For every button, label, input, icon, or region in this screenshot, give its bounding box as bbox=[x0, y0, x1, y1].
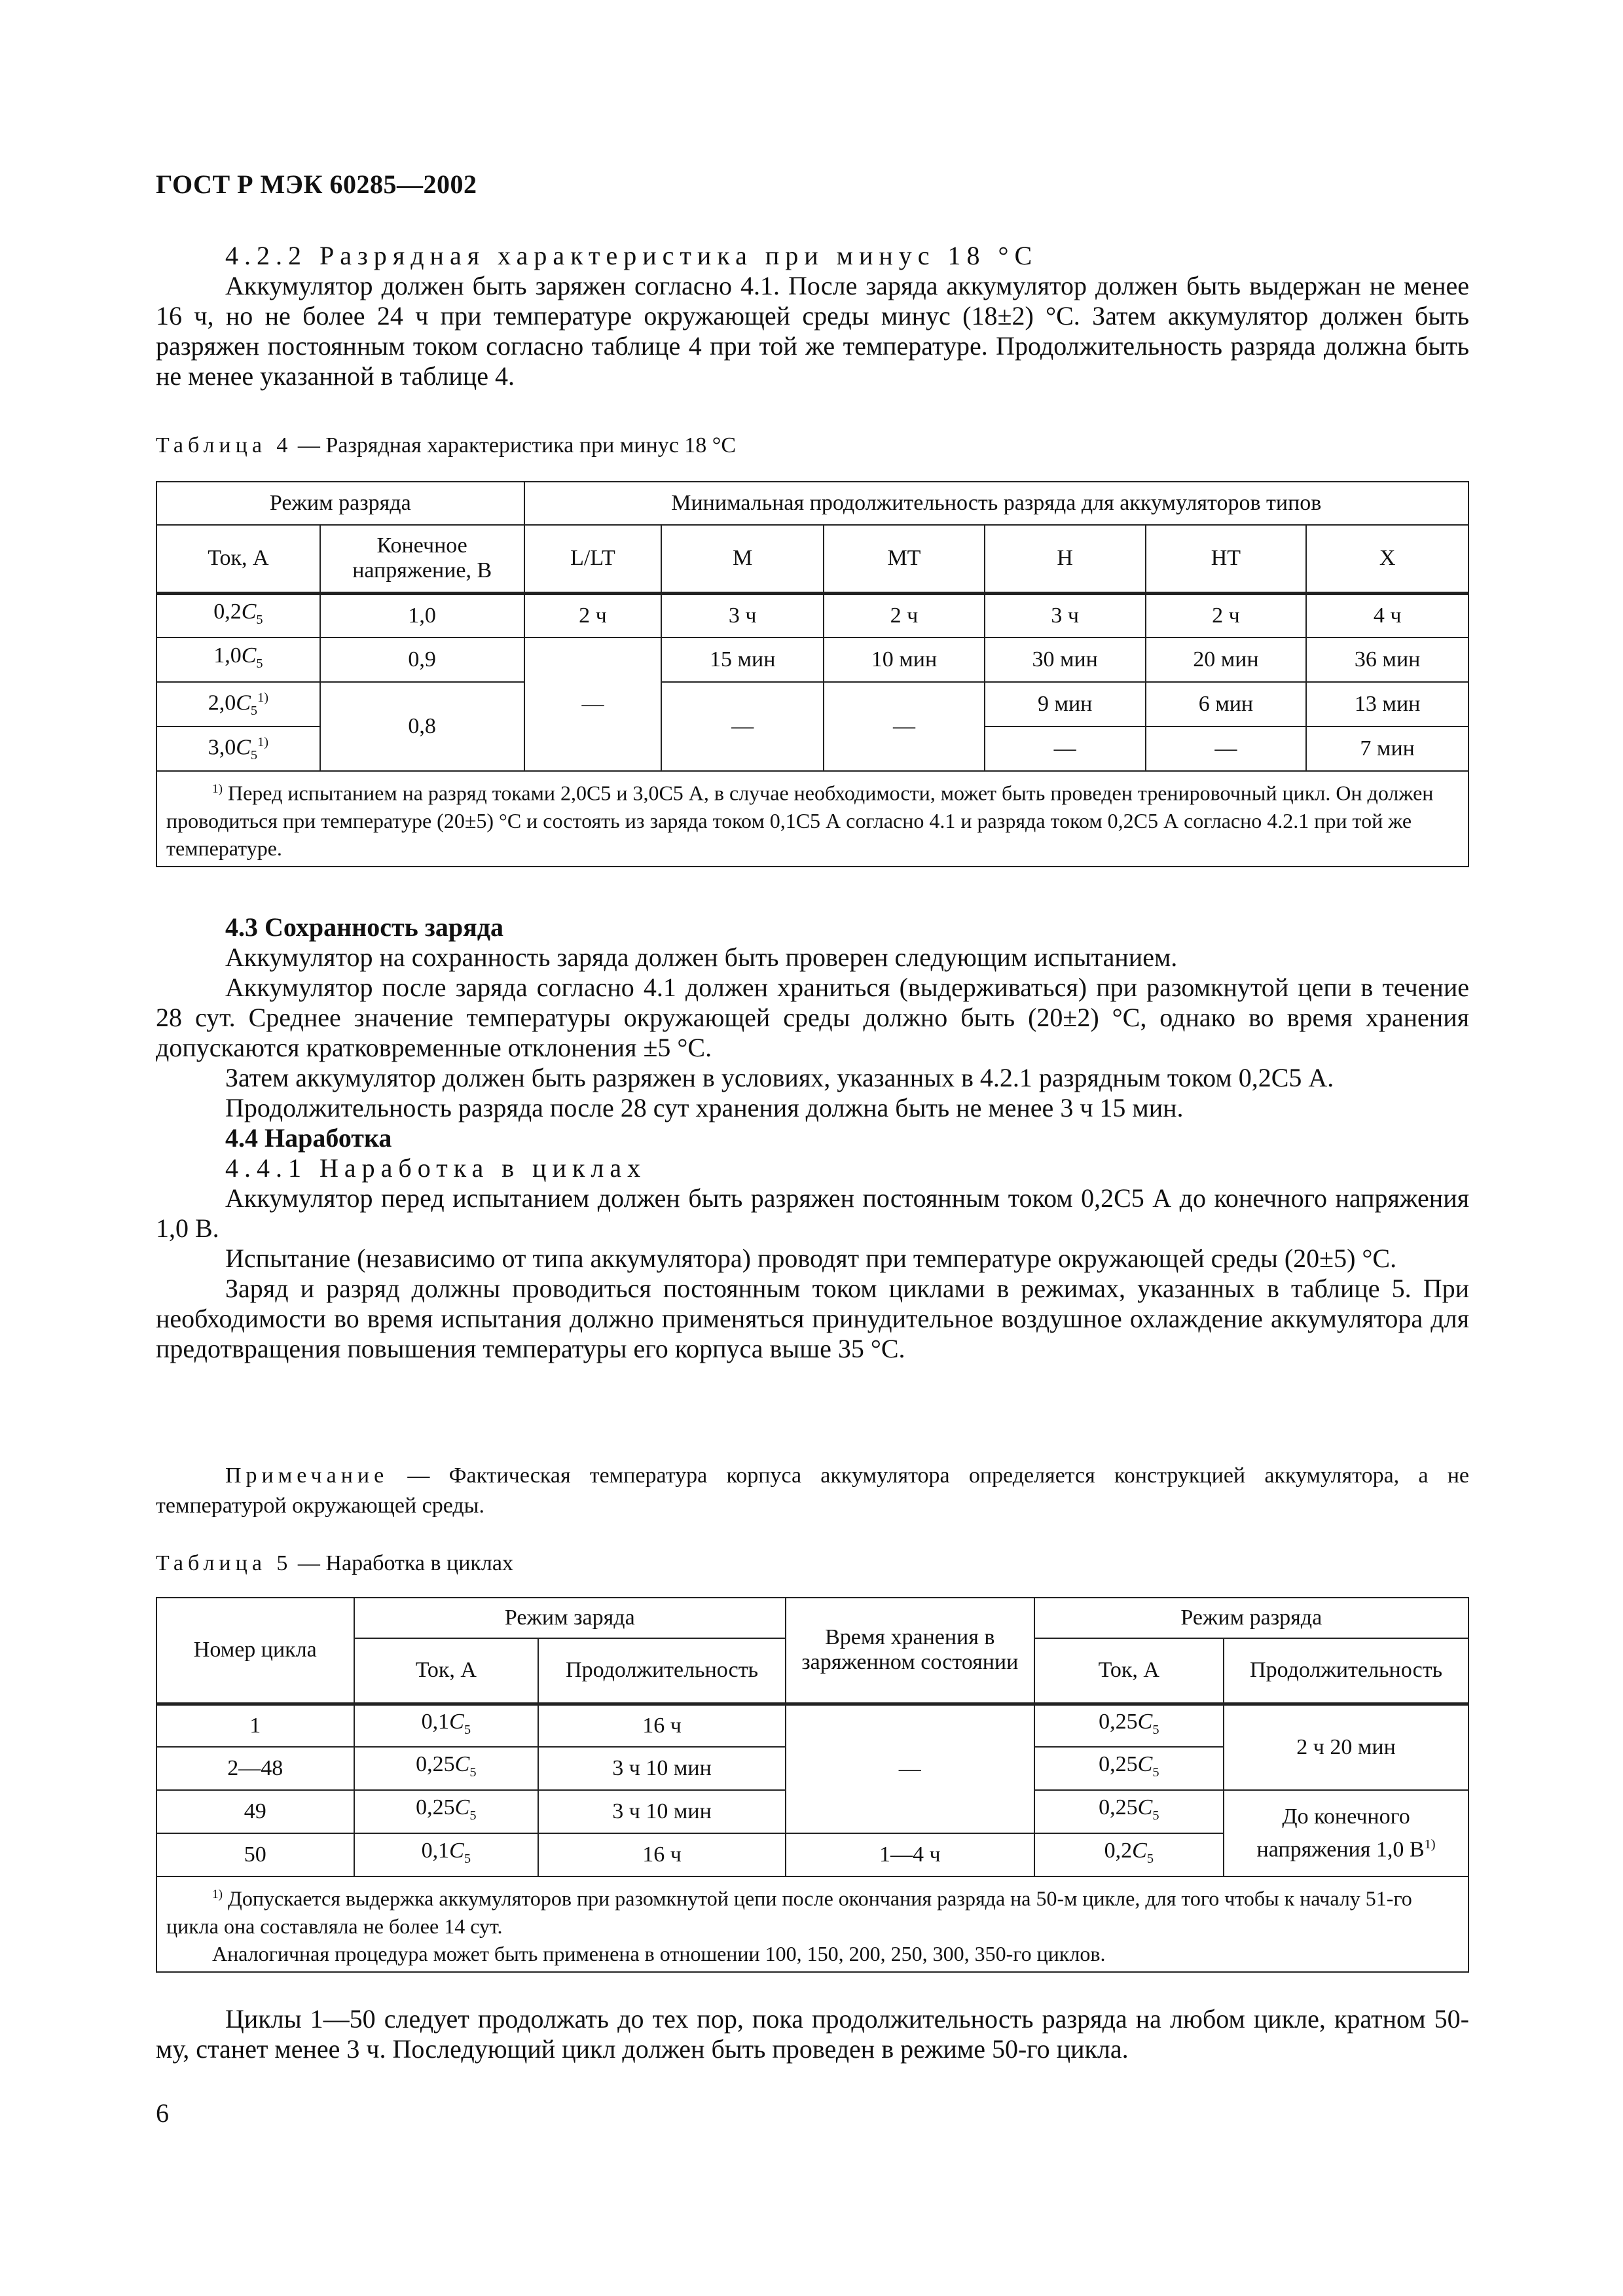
table-cell: 30 мин bbox=[985, 637, 1146, 682]
header-cell: Продолжительность bbox=[538, 1638, 786, 1704]
table-cell: 3 ч 10 мин bbox=[538, 1790, 786, 1833]
table-cell: $0,25C_5$ bbox=[354, 1790, 539, 1833]
header-cell: Минимальная продолжительность разряда для аккумуляторов типов bbox=[524, 482, 1468, 525]
table-cell: $0,1C_5$ bbox=[354, 1833, 539, 1876]
table-cell: 2 ч bbox=[824, 593, 985, 637]
table-cell: — bbox=[524, 637, 662, 771]
header-cell: Режим разряда bbox=[1034, 1598, 1468, 1638]
paragraph: Аккумулятор после заряда согласно 4.1 должен храниться (выдерживаться) при разомкнутой цепи в течение 28 сут. Среднее значение температуры окружающей среды должно быть (20±2) °С, однако во время хранения допускаются кратковременные отклонения ±5 °С. bbox=[156, 973, 1469, 1062]
table-cell: 1 bbox=[156, 1704, 354, 1747]
header-cell: Режим заряда bbox=[354, 1598, 786, 1638]
table-cell: 3 ч bbox=[661, 593, 824, 637]
table-cell: $0,25C_5$ bbox=[1034, 1747, 1224, 1790]
table-cell: — bbox=[661, 682, 824, 771]
table-cell: $2,0C_5^{1)}$ bbox=[156, 682, 320, 726]
table-cell: 3 ч 10 мин bbox=[538, 1747, 786, 1790]
table-footnote-row bbox=[156, 1876, 1468, 1972]
table-cell: 10 мин bbox=[824, 637, 985, 682]
paragraph: Аккумулятор должен быть заряжен согласно 4.1. После заряда аккумулятор должен быть выдержан не менее 16 ч, но не более 24 ч при температуре окружающей среды минус (18±2) °С. Затем аккумулятор должен быть разряжен постоянным током согласно таблице 4 при той же температуре. Продолжительность разряда должна быть не менее указанной в таблице 4. bbox=[156, 271, 1469, 391]
header-cell: MT bbox=[824, 525, 985, 593]
table-4 bbox=[156, 481, 1469, 867]
table-cell: 1—4 ч bbox=[786, 1833, 1034, 1876]
paragraph: Аккумулятор перед испытанием должен быть разряжен постоянным током 0,2C5 А до конечного напряжения 1,0 В. bbox=[156, 1183, 1469, 1243]
table-cell: — bbox=[824, 682, 985, 771]
note: Примечание — Фактическая температура корпуса аккумулятора определяется конструкцией аккумулятора, а не температурой окружающей среды. bbox=[156, 1463, 1469, 1518]
table-cell: $0,25C_5$ bbox=[1034, 1704, 1224, 1747]
table-cell: $0,2C_5$ bbox=[1034, 1833, 1224, 1876]
table-row bbox=[156, 1704, 1468, 1747]
table-row bbox=[156, 682, 1468, 726]
table-row bbox=[156, 637, 1468, 682]
table-5 bbox=[156, 1597, 1469, 1973]
table-cell: $0,25C_5$ bbox=[1034, 1790, 1224, 1833]
header-cell: M bbox=[661, 525, 824, 593]
table-cell: 50 bbox=[156, 1833, 354, 1876]
table-cell: — bbox=[1146, 726, 1307, 771]
paragraph: Аккумулятор на сохранность заряда должен быть проверен следующим испытанием. bbox=[225, 942, 1178, 972]
paragraph: Испытание (независимо от типа аккумулятора) проводят при температуре окружающей среды (20±5) °С. bbox=[225, 1244, 1397, 1273]
table-cell: 36 мин bbox=[1306, 637, 1468, 682]
table-cell: 0,9 bbox=[320, 637, 524, 682]
table-cell: $1,0C_5$ bbox=[156, 637, 320, 682]
header-cell: Продолжительность bbox=[1224, 1638, 1468, 1704]
header-cell: Конечное напряжение, В bbox=[320, 525, 524, 593]
header-cell: Ток, А bbox=[354, 1638, 539, 1704]
header-cell: Ток, А bbox=[1034, 1638, 1224, 1704]
table-footnote-row bbox=[156, 771, 1468, 867]
header-cell: Время хранения в заряженном состоянии bbox=[786, 1598, 1034, 1704]
section-4-2-2 bbox=[156, 241, 1469, 391]
paragraph: Затем аккумулятор должен быть разряжен в условиях, указанных в 4.2.1 разрядным током 0,2C5 А. bbox=[225, 1063, 1334, 1092]
table-cell: 20 мин bbox=[1146, 637, 1307, 682]
header-cell: HT bbox=[1146, 525, 1307, 593]
table-cell: 15 мин bbox=[661, 637, 824, 682]
table-cell: 9 мин bbox=[985, 682, 1146, 726]
header-cell: X bbox=[1306, 525, 1468, 593]
header-cell: Ток, А bbox=[156, 525, 320, 593]
table-cell: 13 мин bbox=[1306, 682, 1468, 726]
table-cell: До конечного напряжения 1,0 $В^{1)}$ bbox=[1224, 1790, 1468, 1876]
page-number: 6 bbox=[156, 2098, 169, 2128]
table-cell: — bbox=[786, 1704, 1034, 1833]
table-4-caption: Таблица 4 — Разрядная характеристика при минус 18 °С bbox=[156, 433, 737, 457]
table-cell: $3,0C_5^{1)}$ bbox=[156, 726, 320, 771]
table-row bbox=[156, 593, 1468, 637]
document-header: ГОСТ Р МЭК 60285—2002 bbox=[156, 170, 477, 199]
header-cell: L/LT bbox=[524, 525, 662, 593]
table-cell: 2 ч bbox=[524, 593, 662, 637]
header-cell: Режим разряда bbox=[156, 482, 524, 525]
table-5-caption: Таблица 5 — Наработка в циклах bbox=[156, 1551, 513, 1575]
table-cell: $0,1C_5$ bbox=[354, 1704, 539, 1747]
section-heading-4-4: 4.4 Наработка bbox=[225, 1123, 392, 1153]
paragraph: Циклы 1—50 следует продолжать до тех пор, пока продолжительность разряда на любом цикле, кратном 50-му, станет менее 3 ч. Последующий цикл должен быть проведен в режиме 50-го цикла. bbox=[156, 2004, 1469, 2064]
table-cell: 2 ч bbox=[1146, 593, 1307, 637]
section-heading-4-4-1: 4.4.1 Наработка в циклах bbox=[225, 1153, 647, 1183]
table-footnote: $^{1)}$ Допускается выдержка аккумуляторов при разомкнутой цепи после окончания разряда на 50-м цикле, для того чтобы к началу 51-го цикла она составляла не более 14 сут. Аналогичная процедура может быть применена в отношении 100, 150, 200, 250, 300, 350-го циклов. bbox=[156, 1876, 1468, 1972]
table-cell: 0,8 bbox=[320, 682, 524, 771]
table-cell: 16 ч bbox=[538, 1704, 786, 1747]
table-cell: $0,25C_5$ bbox=[354, 1747, 539, 1790]
table-cell: 16 ч bbox=[538, 1833, 786, 1876]
table-footnote: $^{1)}$ Перед испытанием на разряд токами 2,0C5 и 3,0C5 А, в случае необходимости, может быть проведен тренировочный цикл. Он должен проводиться при температуре (20±5) °С и состоять из заряда током 0,1C5 А согласно 4.1 и разряда током 0,2C5 А согласно 4.2.1 при той же температуре. bbox=[156, 771, 1468, 867]
table-cell: 4 ч bbox=[1306, 593, 1468, 637]
table-cell: — bbox=[985, 726, 1146, 771]
table-cell: $0,2C_5$ bbox=[156, 593, 320, 637]
section-heading-4-2-2: 4.2.2 Разрядная характеристика при минус 18 °С bbox=[225, 241, 1038, 270]
table-cell: 6 мин bbox=[1146, 682, 1307, 726]
paragraph: Заряд и разряд должны проводиться постоянным током циклами в режимах, указанных в таблице 5. При необходимости во время испытания должно применяться принудительное воздушное охлаждение аккумулятора для предотвращения повышения температуры его корпуса выше 35 °С. bbox=[156, 1274, 1469, 1363]
header-cell: Номер цикла bbox=[156, 1598, 354, 1704]
section-4-3 bbox=[156, 912, 1469, 1364]
table-cell: 2 ч 20 мин bbox=[1224, 1704, 1468, 1790]
section-heading-4-3: 4.3 Сохранность заряда bbox=[225, 912, 503, 942]
header-cell: H bbox=[985, 525, 1146, 593]
table-cell: 49 bbox=[156, 1790, 354, 1833]
closing-section bbox=[156, 2004, 1469, 2064]
table-cell: 3 ч bbox=[985, 593, 1146, 637]
table-cell: 1,0 bbox=[320, 593, 524, 637]
paragraph: Продолжительность разряда после 28 сут хранения должна быть не менее 3 ч 15 мин. bbox=[225, 1093, 1184, 1122]
table-cell: 7 мин bbox=[1306, 726, 1468, 771]
table-cell: 2—48 bbox=[156, 1747, 354, 1790]
